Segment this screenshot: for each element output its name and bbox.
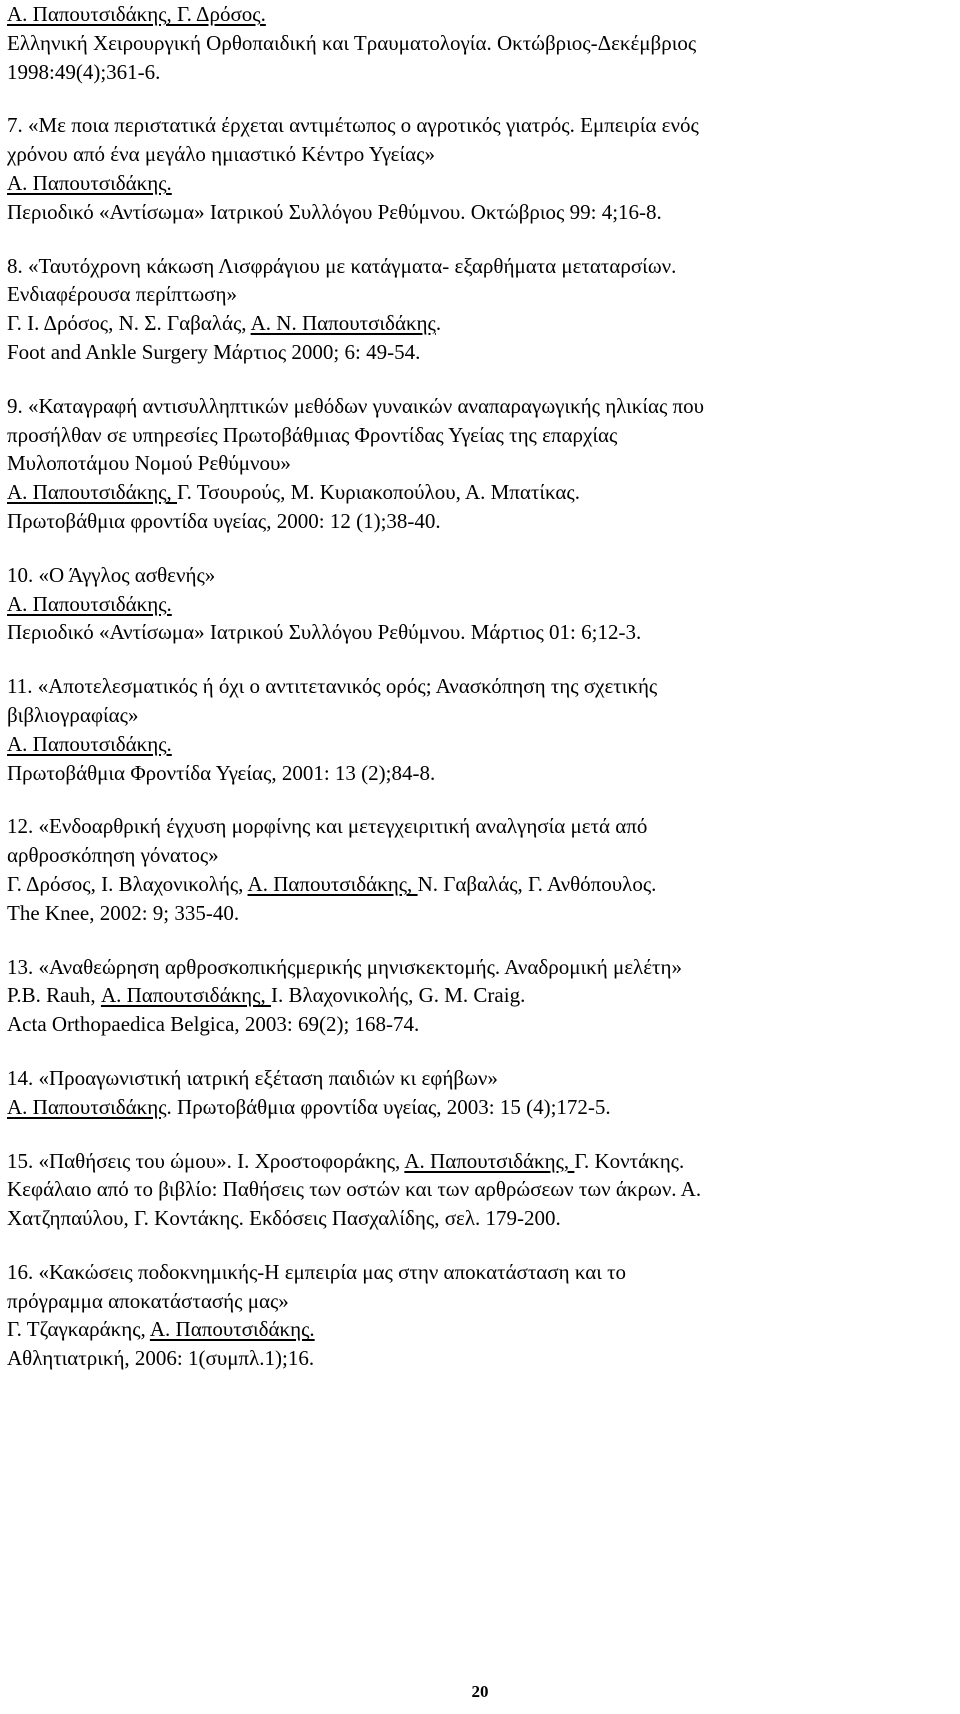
reference-list <box>7 0 952 1373</box>
source-text: . Πρωτοβάθμια φροντίδα υγείας, 2003: 15 (4);172-5. <box>166 1094 611 1119</box>
source-line: Περιοδικό «Αντίσωμα» Ιατρικού Συλλόγου Ρεθύμνου. Οκτώβριος 99: 4;16-8. <box>7 199 662 224</box>
reference-entry-11 <box>7 672 952 787</box>
co-authors: P.B. Rauh, <box>7 983 101 1008</box>
co-authors: Γ. Τζαγκαράκης, <box>7 1317 150 1342</box>
source-line: 1998:49(4);361-6. <box>7 59 161 84</box>
source-line: Χατζηπαύλου, Γ. Κοντάκης. Εκδόσεις Πασχαλίδης, σελ. 179-200. <box>7 1206 561 1231</box>
title-line <box>7 1147 952 1176</box>
reference-entry-13 <box>7 953 952 1039</box>
author-line: Α. Παπουτσιδάκης. <box>7 591 172 616</box>
title-line: πρόγραμμα αποκατάστασής μας» <box>7 1288 289 1313</box>
reference-entry-7 <box>7 111 952 226</box>
reference-entry-12 <box>7 812 952 927</box>
co-authors: Γ. Ι. Δρόσος, Ν. Σ. Γαβαλάς, <box>7 311 251 336</box>
highlighted-author: Α. Παπουτσιδάκης <box>7 1094 167 1119</box>
co-authors: Γ. Κοντάκης. <box>574 1148 685 1173</box>
page-number: 20 <box>471 1682 489 1701</box>
source-line: The Knee, 2002: 9; 335-40. <box>7 900 240 925</box>
author-line <box>7 1093 952 1122</box>
source-line: Ελληνική Χειρουργική Ορθοπαιδική και Τραυματολογία. Οκτώβριος-Δεκέμβριος <box>7 30 697 55</box>
title-line: 9. «Καταγραφή αντισυλληπτικών μεθόδων γυναικών αναπαραγωγικής ηλικίας που <box>7 393 705 418</box>
highlighted-author: Α. Παπουτσιδάκης, <box>100 983 271 1008</box>
co-authors: Ν. Γαβαλάς, Γ. Ανθόπουλος. <box>417 871 657 896</box>
title-line: 12. «Ενδοαρθρική έγχυση μορφίνης και μετεγχειριτική αναλγησία μετά από <box>7 814 648 839</box>
source-line: Περιοδικό «Αντίσωμα» Ιατρικού Συλλόγου Ρεθύμνου. Μάρτιος 01: 6;12-3. <box>7 620 642 645</box>
highlighted-author: Α. Ν. Παπουτσιδάκης <box>250 311 436 336</box>
title-line: 11. «Αποτελεσματικός ή όχι ο αντιτετανικός ορός; Ανασκόπηση της σχετικής <box>7 674 658 699</box>
author-line <box>7 981 952 1010</box>
title-line: βιβλιογραφίας» <box>7 702 139 727</box>
reference-entry-6 <box>7 0 952 86</box>
author-line <box>7 1315 952 1344</box>
source-line: Κεφάλαιο από το βιβλίο: Παθήσεις των οστών και των αρθρώσεων των άκρων. Α. <box>7 1177 702 1202</box>
title-line: 8. «Ταυτόχρονη κάκωση Λισφράγιου με κατάγματα- εξαρθήματα μεταταρσίων. <box>7 253 677 278</box>
author-line-end: . <box>435 311 442 336</box>
source-line: Foot and Ankle Surgery Μάρτιος 2000; 6: 49-54. <box>7 339 421 364</box>
source-line: Πρωτοβάθμια φροντίδα υγείας, 2000: 12 (1);38-40. <box>7 508 441 533</box>
title-text: 15. «Παθήσεις του ώμου». Ι. Χροστοφοράκης, <box>7 1148 405 1173</box>
title-line: αρθροσκόπηση γόνατος» <box>7 843 219 868</box>
highlighted-author: Α. Παπουτσιδάκης, <box>7 480 178 505</box>
reference-entry-8 <box>7 252 952 367</box>
highlighted-author: Α. Παπουτσιδάκης, <box>404 1148 575 1173</box>
title-line: 7. «Με ποια περιστατικά έρχεται αντιμέτωπος ο αγροτικός γιατρός. Εμπειρία ενός <box>7 113 699 138</box>
co-authors: Ι. Βλαχονικολής, G. M. Craig. <box>270 983 526 1008</box>
highlighted-author: Α. Παπουτσιδάκης, <box>247 871 418 896</box>
author-line: Α. Παπουτσιδάκης, Γ. Δρόσος. <box>7 2 266 26</box>
source-line: Αθλητιατρική, 2006: 1(συμπλ.1);16. <box>7 1346 315 1371</box>
author-line <box>7 309 952 338</box>
title-line: 16. «Κακώσεις ποδοκνημικής-Η εμπειρία μας στην αποκατάσταση και το <box>7 1259 627 1284</box>
author-line: Α. Παπουτσιδάκης. <box>7 731 172 756</box>
reference-entry-16 <box>7 1258 952 1373</box>
source-line: Πρωτοβάθμια Φροντίδα Υγείας, 2001: 13 (2);84-8. <box>7 760 436 785</box>
title-line: Μυλοποτάμου Νομού Ρεθύμνου» <box>7 451 291 476</box>
title-line: 13. «Αναθεώρηση αρθροσκοπικήςμερικής μηνισκεκτομής. Αναδρομική μελέτη» <box>7 954 682 979</box>
author-line <box>7 870 952 899</box>
reference-entry-14 <box>7 1064 952 1122</box>
reference-entry-9 <box>7 392 952 536</box>
source-line: Acta Orthopaedica Belgica, 2003: 69(2); 168-74. <box>7 1012 420 1037</box>
title-line: χρόνου από ένα μεγάλο ημιαστικό Κέντρο Υγείας» <box>7 142 435 167</box>
title-line: Ενδιαφέρουσα περίπτωση» <box>7 282 237 307</box>
title-line: 14. «Προαγωνιστική ιατρική εξέταση παιδιών κι εφήβων» <box>7 1065 498 1090</box>
co-authors: Γ. Τσουρούς, Μ. Κυριακοπούλου, Α. Μπατίκας. <box>177 480 580 505</box>
co-authors: Γ. Δρόσος, Ι. Βλαχονικολής, <box>7 871 248 896</box>
reference-entry-15 <box>7 1147 952 1233</box>
reference-entry-10 <box>7 561 952 647</box>
title-line: 10. «Ο Άγγλος ασθενής» <box>7 562 216 587</box>
author-line <box>7 478 952 507</box>
highlighted-author: Α. Παπουτσιδάκης. <box>149 1317 315 1342</box>
author-line: Α. Παπουτσιδάκης. <box>7 170 172 195</box>
title-line: προσήλθαν σε υπηρεσίες Πρωτοβάθμιας Φροντίδας Υγείας της επαρχίας <box>7 422 618 447</box>
